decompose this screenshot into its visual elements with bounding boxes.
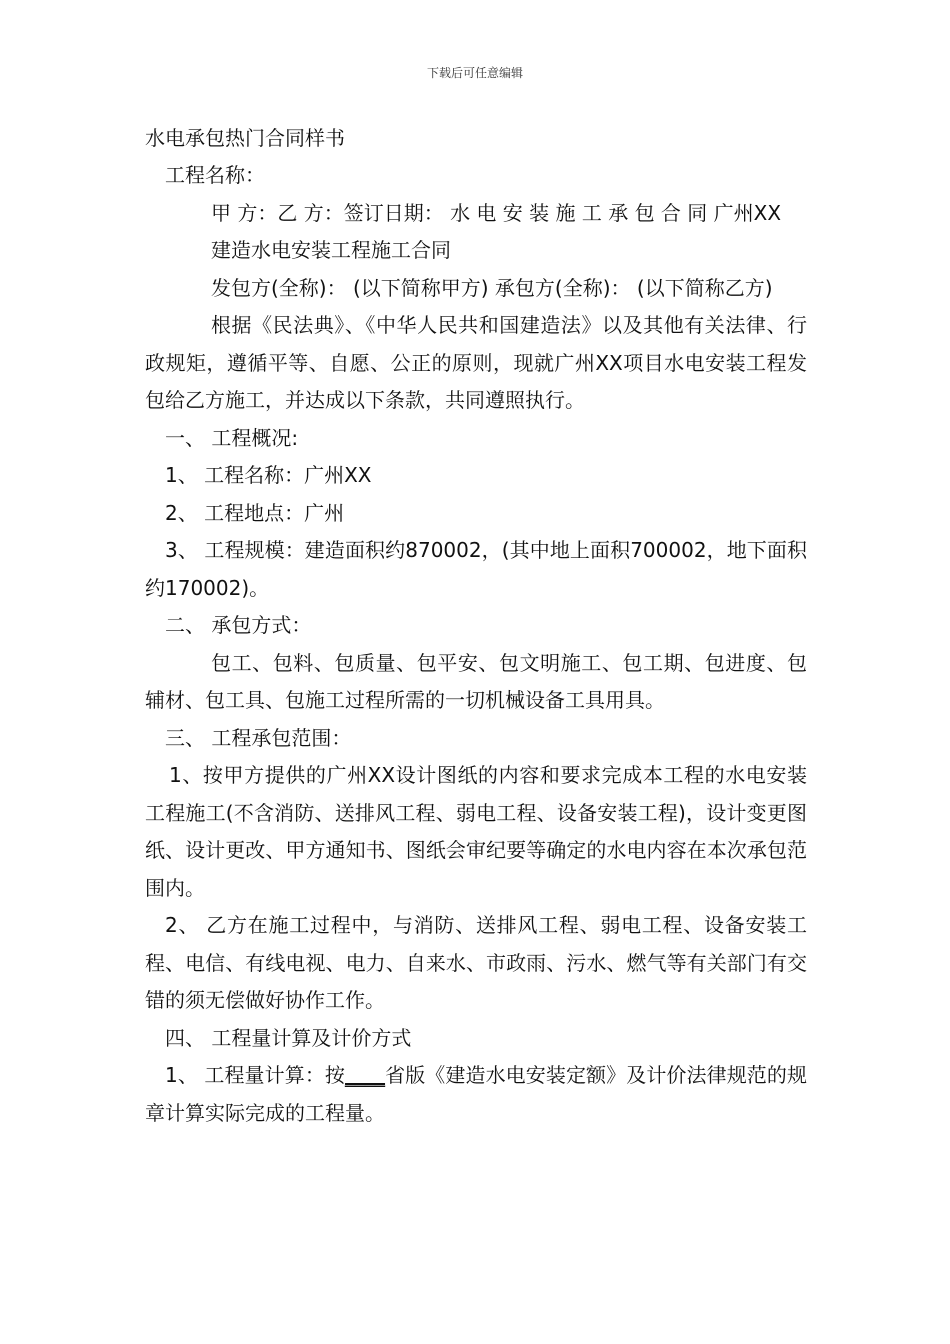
paragraph: 1、 工程名称：广州XX (165, 463, 372, 487)
paragraph: 甲 方：乙 方：签订日期： 水 电 安 装 施 工 承 包 合 同 广州XX (211, 200, 782, 225)
document-title: 水电承包热门合同样书 (145, 126, 345, 150)
paragraph-last (145, 1057, 807, 1132)
paragraph: 1、按甲方提供的广州XX设计图纸的内容和要求完成本工程的水电安装工程施工(不含消防、送排风工程、弱电工程、设备安装工程)，设计变更图纸、设计更改、甲方通知书、图纸会审纪要等确定的水电内容在本次承包范围内。 (145, 763, 807, 900)
paragraph: 2、 工程地点：广州 (165, 500, 345, 525)
paragraph: 工程名称： (165, 163, 265, 187)
section-heading: 一、 工程概况: (165, 425, 299, 450)
paragraph: 2、 乙方在施工过程中，与消防、送排风工程、弱电工程、设备安装工程、电信、有线电视、电力、自来水、市政雨、污水、燃气等有关部门有交错的须无偿做好协作工作。 (145, 913, 807, 1012)
paragraph: 根据《民法典》、《中华人民共和国建造法》以及其他有关法律、行政规矩，遵循平等、自愿、公正的原则，现就广州XX项目水电安装工程发包给乙方施工，并达成以下条款，共同遵照执行。 (145, 313, 807, 412)
document-body (145, 157, 807, 1132)
paragraph: 建造水电安装工程施工合同 (211, 238, 451, 262)
header-note: 下载后可任意编辑 (426, 66, 523, 80)
section-heading: 四、 工程量计算及计价方式 (165, 1025, 412, 1050)
paragraph: 3、 工程规模：建造面积约870002，(其中地上面积700002，地下面积约170002)。 (145, 538, 807, 600)
paragraph: 发包方(全称)： (以下简称甲方) 承包方(全称)： (以下简称乙方) (211, 275, 773, 300)
section-heading: 三、 工程承包范围： (165, 725, 352, 750)
text-segment: 1、 工程量计算：按 (165, 1063, 346, 1087)
fill-in-blank: ____ (345, 1063, 386, 1087)
section-heading: 二、 承包方式： (165, 613, 312, 637)
paragraph: 包工、包料、包质量、包平安、包文明施工、包工期、包进度、包辅材、包工具、包施工过程所需的一切机械设备工具用具。 (145, 650, 807, 712)
text-segment: 省版《建造水电安装定额》及计价法律规范的规章计算实际完成的工程量。 (145, 1063, 807, 1125)
